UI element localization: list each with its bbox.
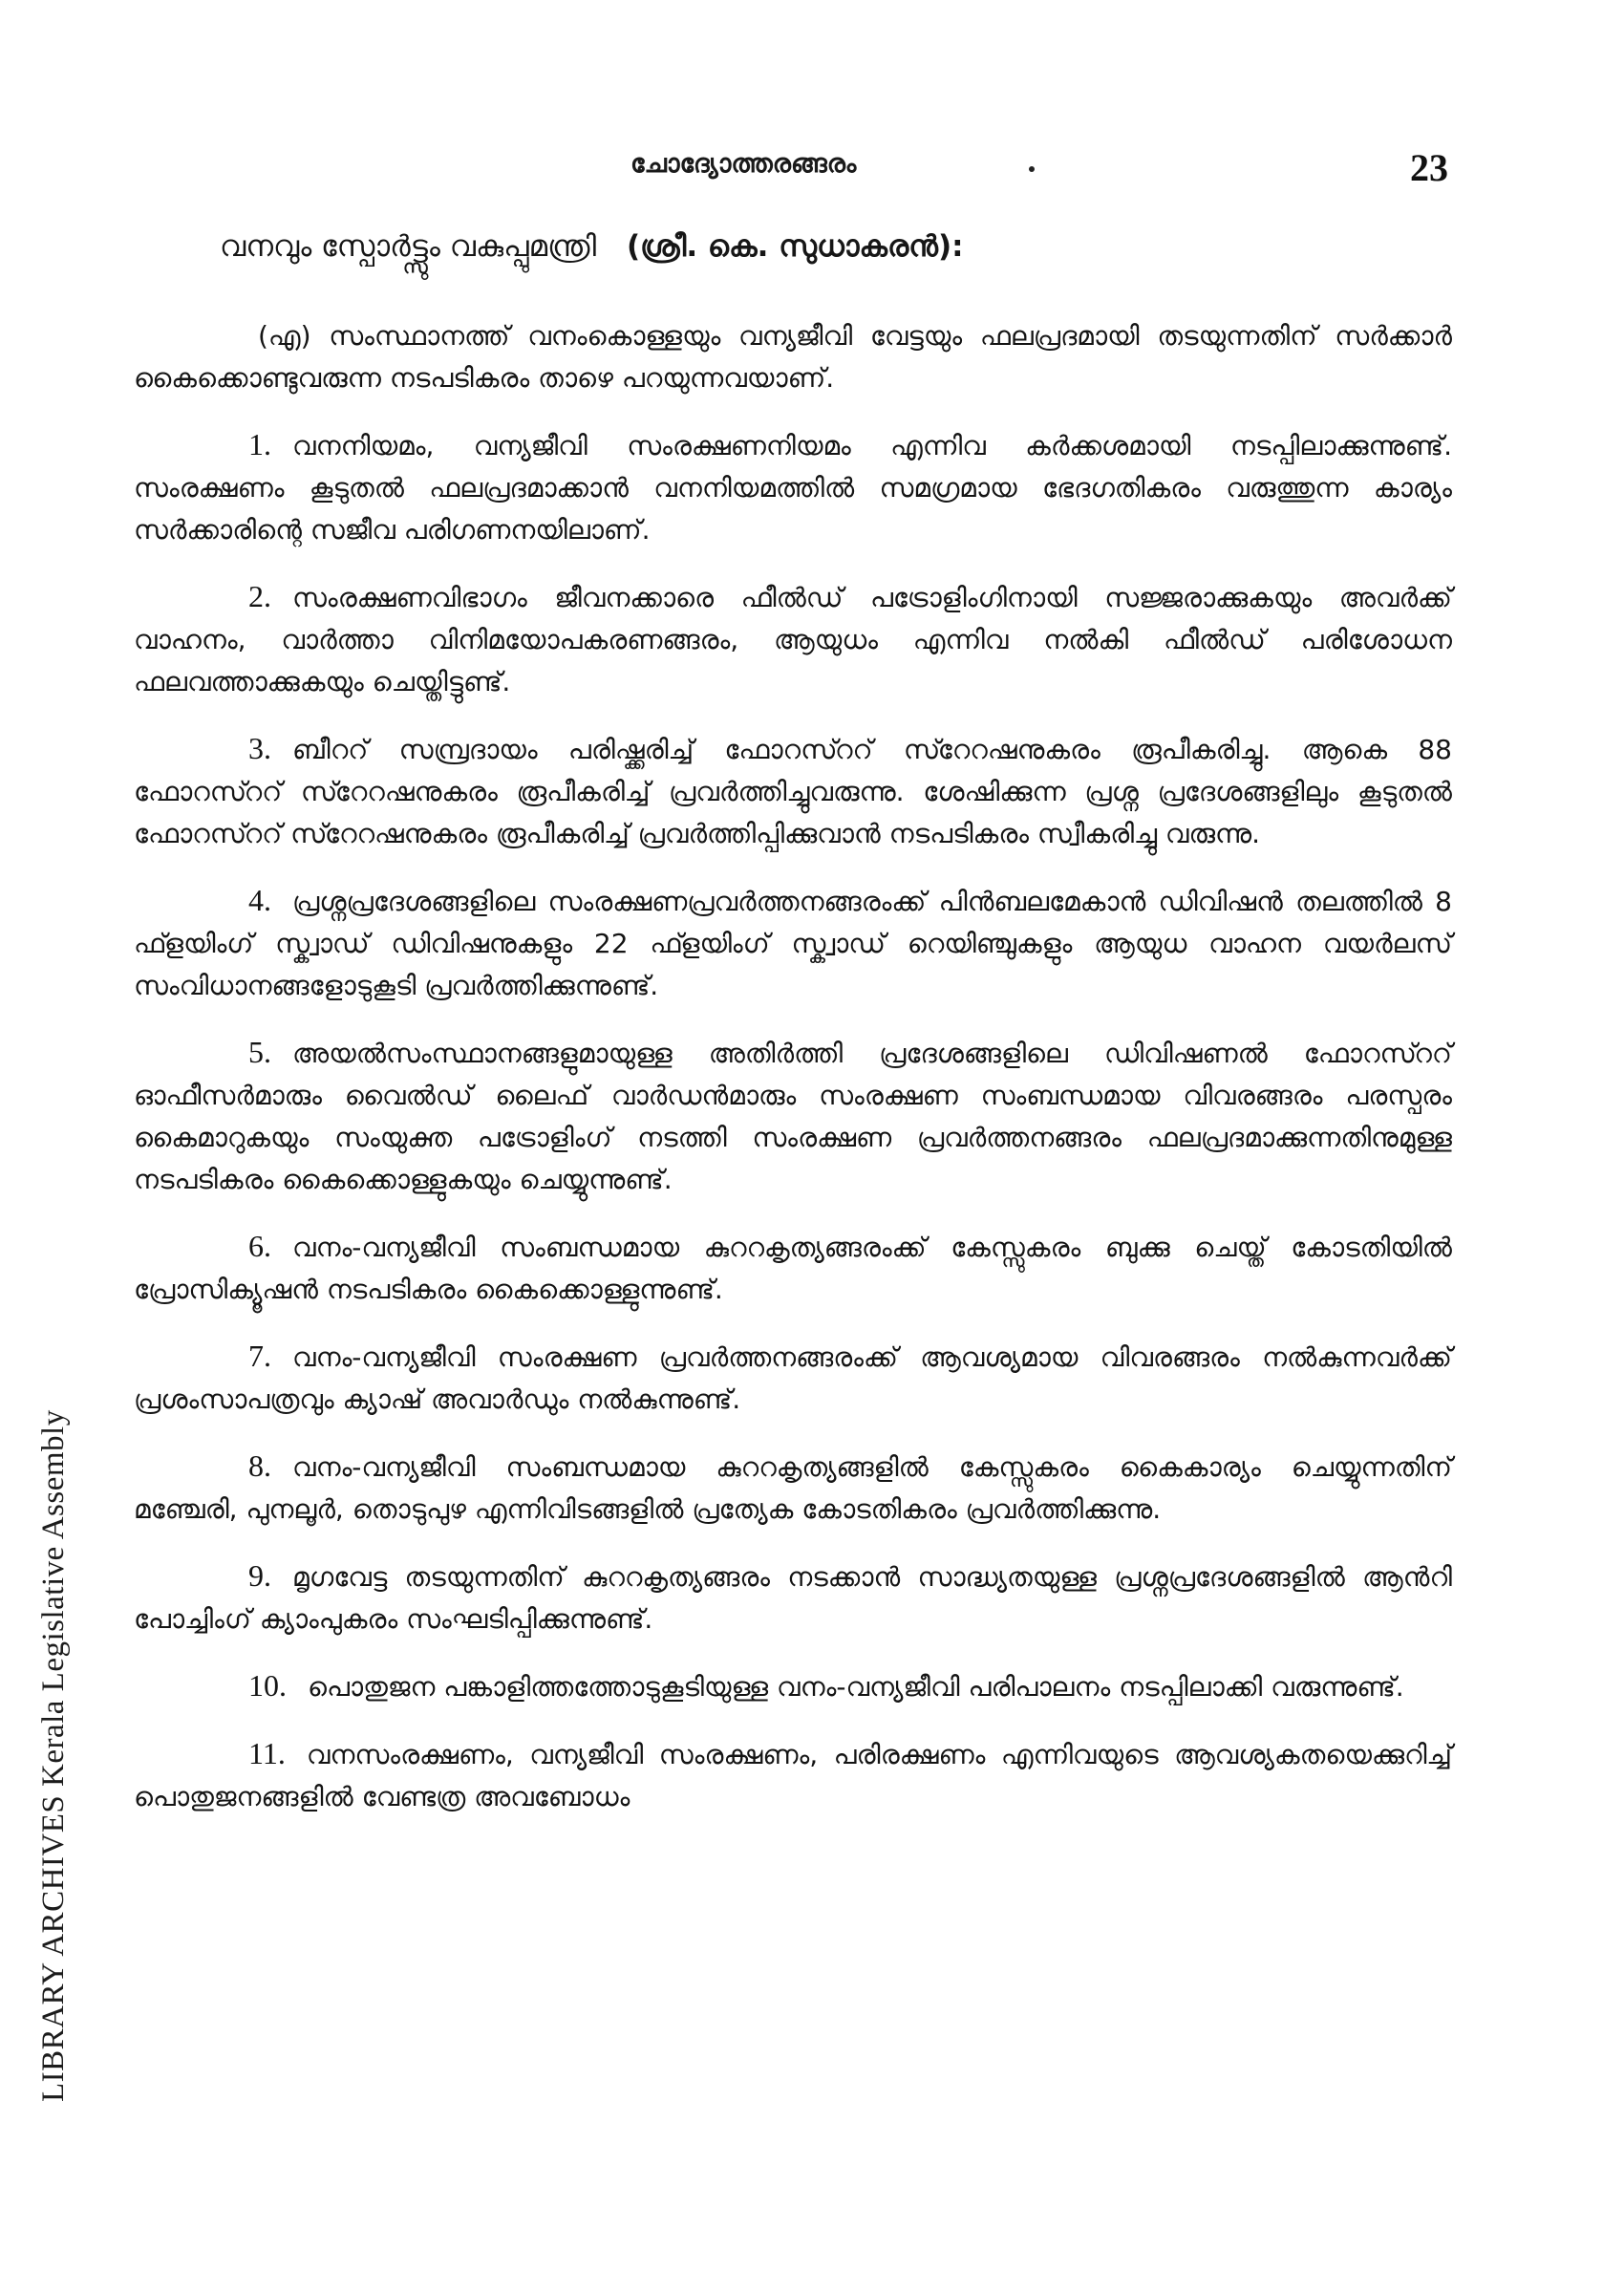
item-text: പ്രശ്നപ്രദേശങ്ങളിലെ സംരക്ഷണപ്രവർത്തനങ്ങരംക്ക് പിൻബലമേകാൻ ഡിവിഷൻ തലത്തിൽ 8 ഫ്ളയിംഗ് സ്ക്വാഡ് ഡിവിഷനുകളും 22 ഫ്ളയിംഗ് സ്ക്വാഡ് റെയിഞ്ചുകളും ആയുധ വാഹന വയർലസ് സംവിധാനങ്ങളോടുകൂടി പ്രവർത്തിക്കുന്നുണ്ട്. [134, 886, 1452, 1001]
list-item [134, 1335, 1452, 1421]
item-number: 6. [248, 1229, 271, 1263]
list-item [134, 1554, 1452, 1640]
speaker-name: (ശ്രീ. കെ. സുധാകരൻ): [627, 229, 964, 264]
list-item [134, 727, 1452, 855]
item-text: പൊതുജന പങ്കാളിത്തത്തോടുകൂടിയുള്ള വനം-വന്യജീവി പരിപാലനം നടപ്പിലാക്കി വരുന്നുണ്ട്. [308, 1671, 1404, 1703]
header-title: ചോദ്യോത്തരങ്ങരം [630, 149, 857, 179]
item-text: മൃഗവേട്ട തടയുന്നതിന് കുററകൃത്യങ്ങരം നടക്കാൻ സാദ്ധ്യതയുള്ള പ്രശ്നപ്രദേശങ്ങളിൽ ആൻറി പോച്ചിംഗ് ക്യാംപുകരം സംഘടിപ്പിക്കുന്നുണ്ട്. [134, 1561, 1452, 1635]
item-number: 11. [248, 1736, 286, 1770]
intro-marker: (എ) [258, 320, 311, 352]
item-number: 2. [248, 579, 271, 613]
page-header [0, 143, 1624, 201]
list-item [134, 1445, 1452, 1531]
speaker-role: വനവും സ്പോർട്ട്സും വകുപ്പുമന്ത്രി [220, 229, 597, 264]
list-item [134, 1664, 1452, 1708]
page-number: 23 [1410, 146, 1448, 189]
item-text: വനം-വന്യജീവി സംബന്ധമായ കുററകൃത്യങ്ങളിൽ കേസ്സുകരം കൈകാര്യം ചെയ്യുന്നതിന് മഞ്ചേരി, പുനലൂർ, തൊടുപുഴ എന്നിവിടങ്ങളിൽ പ്രത്യേക കോടതികരം പ്രവർത്തിക്കുന്നു. [134, 1451, 1452, 1525]
list-item [134, 879, 1452, 1007]
list-item [134, 1031, 1452, 1201]
item-text: വനം-വന്യജീവി സംബന്ധമായ കുററകൃത്യങ്ങരംക്ക് കേസ്സുകരം ബുക്കു ചെയ്ത് കോടതിയിൽ പ്രോസിക്യൂഷൻ നടപടികരം കൈക്കൊള്ളുന്നുണ്ട്. [134, 1232, 1452, 1305]
list-item [134, 423, 1452, 551]
item-text: ബീററ് സമ്പ്രദായം പരിഷ്ക്കരിച്ച് ഫോറസ്ററ് സ്റേറഷനുകരം രൂപീകരിച്ചു. ആകെ 88 ഫോറസ്ററ് സ്റേറഷനുകരം രൂപീകരിച്ച് പ്രവർത്തിച്ചുവരുന്നു. ശേഷിക്കുന്ന പ്രശ്ന പ്രദേശങ്ങളിലും കൂടുതൽ ഫോറസ്ററ് സ്റേറഷനുകരം രൂപീകരിച്ച് പ്രവർത്തിപ്പിക്കുവാൻ നടപടികരം സ്വീകരിച്ചു വരുന്നു. [134, 734, 1452, 849]
item-number: 5. [248, 1035, 271, 1069]
item-text: വനനിയമം, വന്യജീവി സംരക്ഷണനിയമം എന്നിവ കർക്കശമായി നടപ്പിലാക്കുന്നുണ്ട്. സംരക്ഷണം കൂടുതൽ ഫലപ്രദമാക്കാൻ വനനിയമത്തിൽ സമഗ്രമായ ഭേദഗതികരം വരുത്തുന്ന കാര്യം സർക്കാരിന്റെ സജീവ പരിഗണനയിലാണ്. [134, 430, 1452, 546]
intro-paragraph [134, 315, 1452, 399]
item-number: 10. [248, 1668, 287, 1703]
item-text: സംരക്ഷണവിഭാഗം ജീവനക്കാരെ ഫീൽഡ് പട്രോളിംഗിനായി സജ്ജരാക്കുകയും അവർക്ക് വാഹനം, വാർത്താ വിനിമയോപകരണങ്ങരം, ആയുധം എന്നിവ നൽകി ഫീൽഡ് പരിശോധന ഫലവത്താക്കുകയും ചെയ്തിട്ടുണ്ട്. [134, 582, 1452, 697]
item-text: അയൽസംസ്ഥാനങ്ങളുമായുള്ള അതിർത്തി പ്രദേശങ്ങളിലെ ഡിവിഷണൽ ഫോറസ്ററ് ഓഫീസർമാരും വൈൽഡ് ലൈഫ് വാർഡൻമാരും സംരക്ഷണ സംബന്ധമായ വിവരങ്ങരം പരസ്പരം കൈമാറുകയും സംയുക്ത പട്രോളിംഗ് നടത്തി സംരക്ഷണ പ്രവർത്തനങ്ങരം ഫലപ്രദമാക്കുന്നതിനുമുള്ള നടപടികരം കൈക്കൊള്ളുകയും ചെയ്യുന്നുണ്ട്. [134, 1038, 1452, 1195]
intro-text: സംസ്ഥാനത്ത് വനംകൊള്ളയും വന്യജീവി വേട്ടയും ഫലപ്രദമായി തടയുന്നതിന് സർക്കാർ കൈക്കൊണ്ടുവരുന്ന നടപടികരം താഴെ പറയുന്നവയാണ്. [134, 320, 1452, 394]
item-number: 9. [248, 1558, 271, 1593]
item-number: 8. [248, 1448, 271, 1483]
item-text: വനം-വന്യജീവി സംരക്ഷണ പ്രവർത്തനങ്ങരംക്ക് ആവശ്യമായ വിവരങ്ങരം നൽകുന്നവർക്ക് പ്രശംസാപത്രവും ക്യാഷ് അവാർഡും നൽകുന്നുണ്ട്. [134, 1341, 1452, 1415]
answer-body [134, 315, 1452, 1842]
item-number: 7. [248, 1339, 271, 1373]
speaker-line [220, 229, 1462, 265]
list-item [134, 1732, 1452, 1818]
list-item [134, 575, 1452, 703]
item-text: വനസംരക്ഷണം, വന്യജീവി സംരക്ഷണം, പരിരക്ഷണം എന്നിവയുടെ ആവശ്യകതയെക്കുറിച്ച് പൊതുജനങ്ങളിൽ വേണ്ടത്ര അവബോധം [134, 1739, 1452, 1812]
archive-watermark: LIBRARY ARCHIVES Kerala Legislative Assembly [36, 1409, 71, 2102]
item-number: 4. [248, 883, 271, 917]
header-dot [1029, 166, 1035, 172]
item-number: 3. [248, 731, 271, 765]
list-item [134, 1225, 1452, 1311]
item-number: 1. [248, 427, 271, 461]
